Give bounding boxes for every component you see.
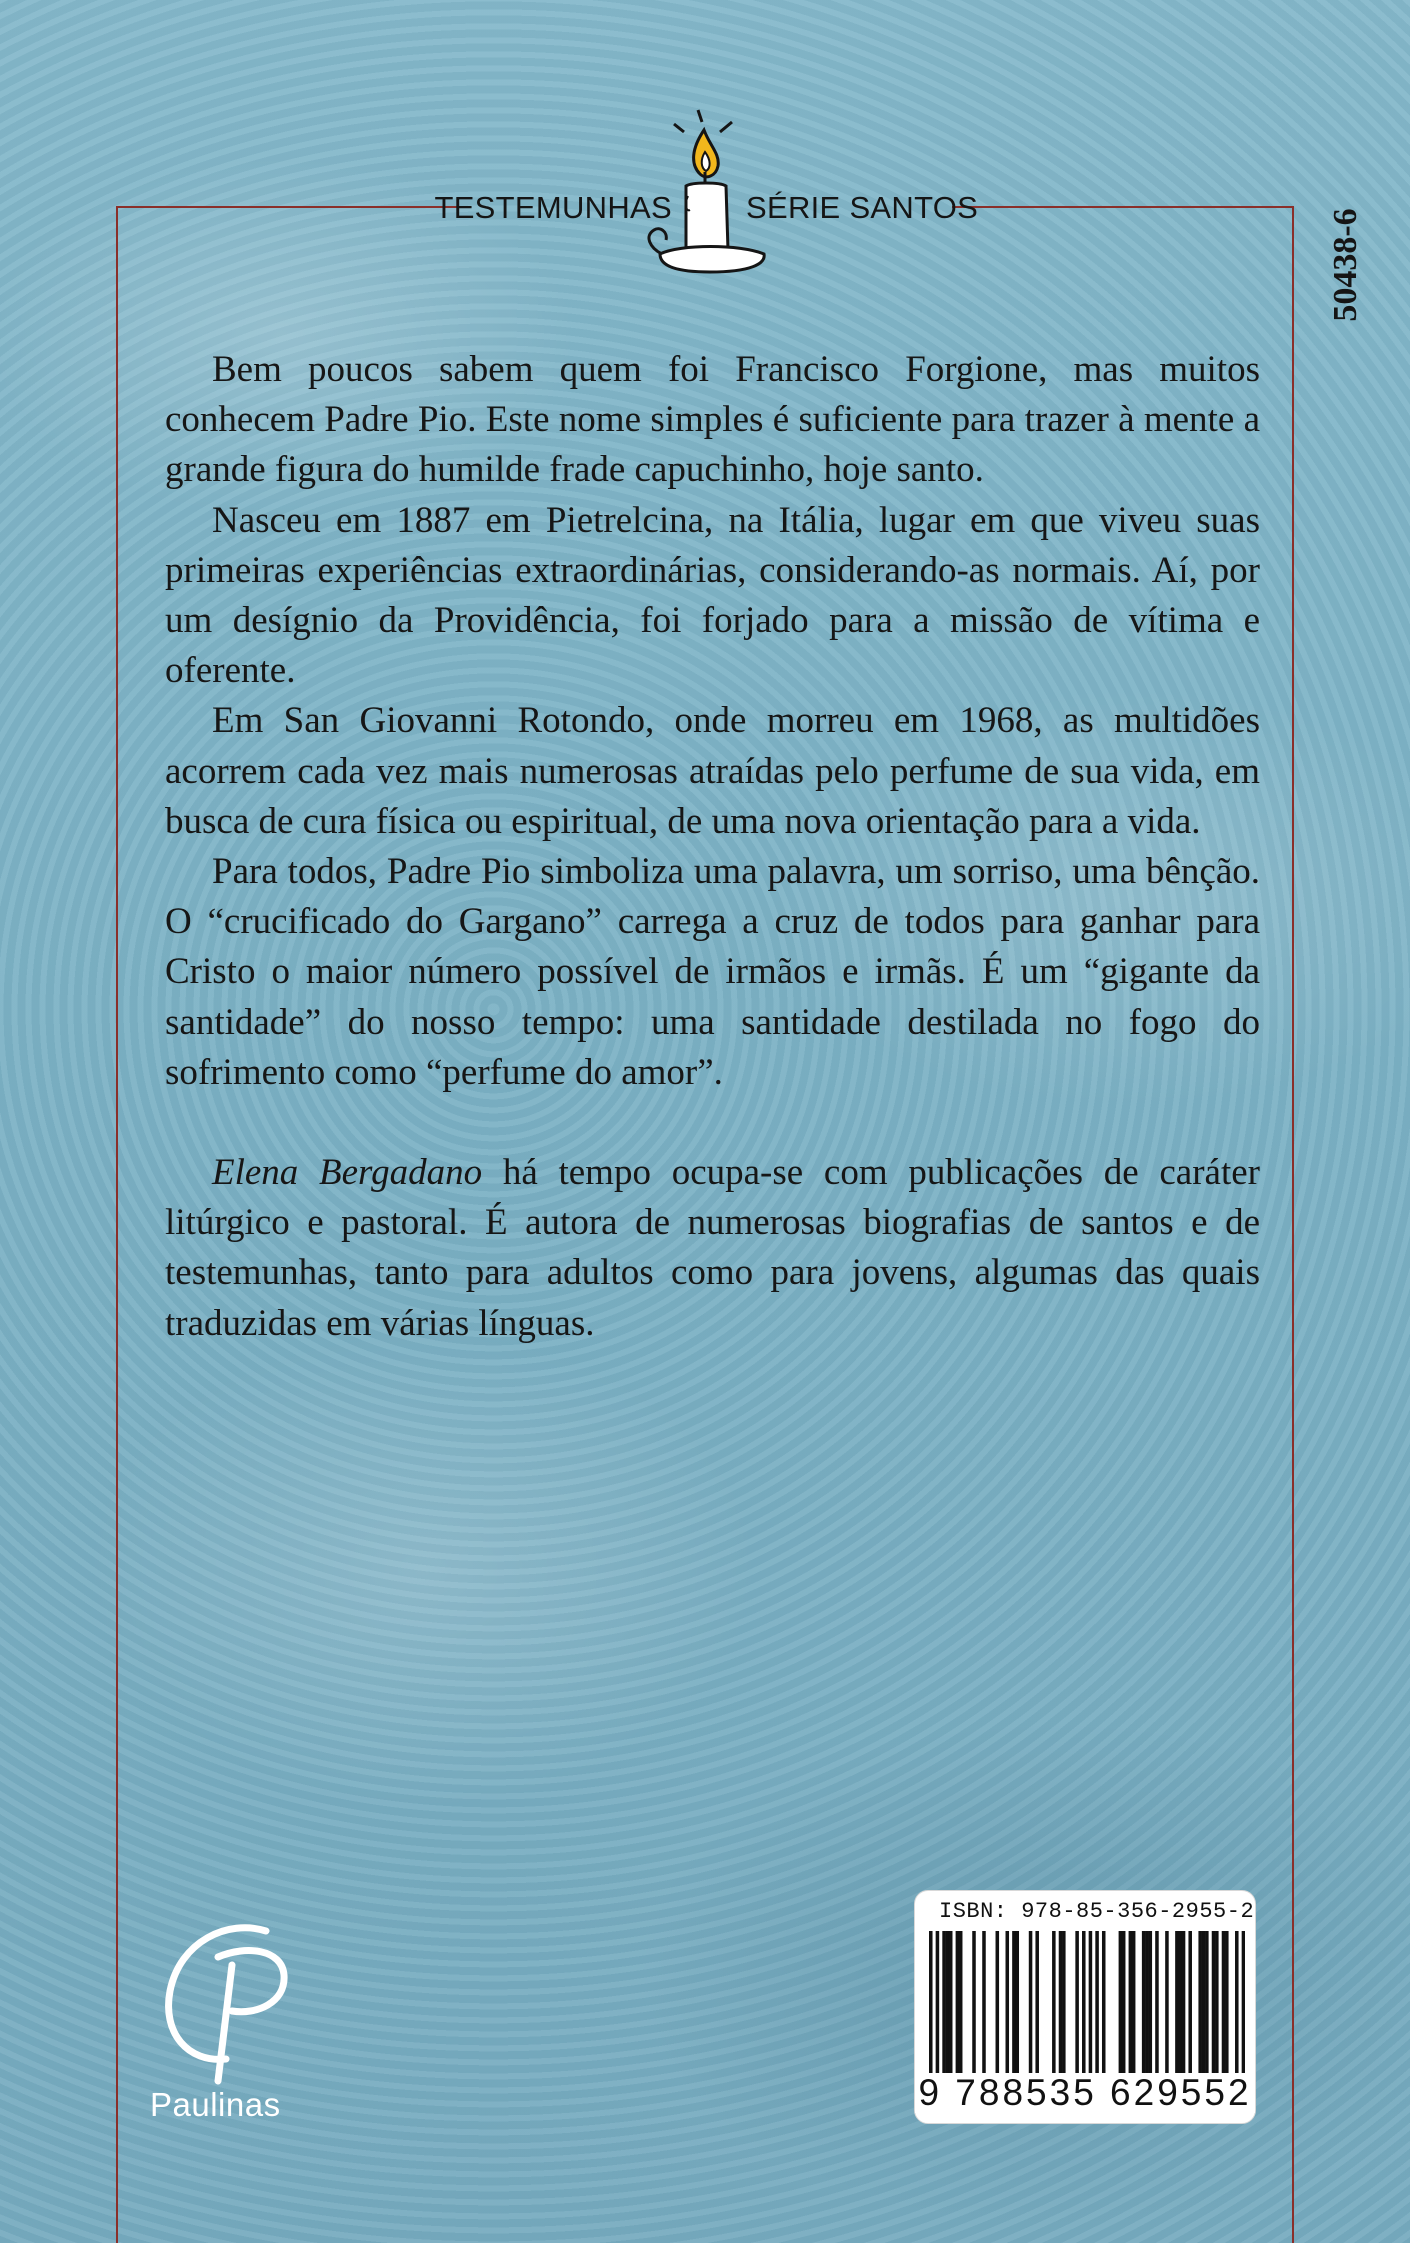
- paragraph-3: Em San Giovanni Rotondo, onde morreu em 1968, as multidões acorrem cada vez mais numerosas atraídas pelo perfume de sua vida, em busca de cura física ou espiritual, de uma nova orientação para a vida.: [165, 700, 1260, 842]
- barcode-bar: [1142, 1931, 1146, 2091]
- frame-right-line: [1292, 206, 1294, 2243]
- barcode-digits: 9 788535 629552: [915, 2073, 1255, 2113]
- barcode-bar: [1175, 1931, 1179, 2091]
- barcode-bar: [1215, 1931, 1219, 2091]
- author-bio-text: há tempo ocupa-se com publicações de caráter litúrgico e pastoral. É autora de numerosas biografias de santos e de testemunhas, tanto para adultos como para jovens, algumas das quais traduzidas em várias línguas.: [165, 1152, 1260, 1344]
- barcode-bar: [1155, 1931, 1159, 2091]
- barcode-bar: [959, 1931, 963, 2091]
- barcode-bar: [1212, 1931, 1216, 2091]
- barcode-bar: [996, 1931, 1000, 2091]
- spine-code: 50438-6: [1327, 208, 1364, 322]
- barcode-bar: [1119, 1931, 1123, 2091]
- barcode-bar: [982, 1931, 986, 2091]
- barcode-bar: [1178, 1931, 1182, 2091]
- barcode-bar: [1202, 1931, 1206, 2091]
- barcode-bar: [1182, 1931, 1186, 2091]
- barcode-bar: [956, 1931, 960, 2091]
- barcode-bar: [942, 1931, 946, 2091]
- paragraph-1: Bem poucos sabem quem foi Francisco Forgione, mas muitos conhecem Padre Pio. Este nome simples é suficiente para trazer à mente a grande figura do humilde frade capuchinho, hoje santo.: [165, 349, 1260, 491]
- barcode-bar: [1188, 1931, 1192, 2091]
- candle-icon: [640, 108, 780, 288]
- barcode-bar: [1029, 1931, 1033, 2091]
- barcode-bar: [1129, 1931, 1133, 2091]
- barcode: [929, 1931, 1245, 2091]
- barcode-bar: [1132, 1931, 1136, 2091]
- barcode-bar: [1012, 1931, 1016, 2091]
- series-label-right: SÉRIE SANTOS: [746, 190, 979, 225]
- barcode-bar: [1095, 1931, 1099, 2091]
- publisher-name: Paulinas: [150, 2086, 281, 2123]
- barcode-bar: [936, 1931, 940, 2091]
- frame-top-right-line: [952, 206, 1294, 208]
- barcode-bar: [929, 1931, 933, 2091]
- barcode-bar: [1052, 1931, 1056, 2091]
- barcode-bar: [1082, 1931, 1086, 2091]
- barcode-bar: [1225, 1931, 1229, 2091]
- paragraph-4: Para todos, Padre Pio simboliza uma palavra, um sorriso, uma bênção. O “crucificado do Gargano” carrega a cruz de todos para ganhar para Cristo o maior número possível de irmãos e irmãs. É um “gigante da santidade” do nosso tempo: uma santidade destilada no fogo do sofrimento como “perfume do amor”.: [165, 851, 1260, 1093]
- barcode-bar: [1062, 1931, 1066, 2091]
- paulinas-logo-icon: [148, 1905, 318, 2105]
- barcode-bar: [1102, 1931, 1106, 2091]
- barcode-bar: [1035, 1931, 1039, 2091]
- series-label-left: TESTEMUNHAS: [434, 190, 672, 225]
- barcode-bar: [1145, 1931, 1149, 2091]
- paragraph-2: Nasceu em 1887 em Pietrelcina, na Itália, lugar em que viveu suas primeiras experiências extraordinárias, considerando-as normais. Aí, por um desígnio da Providência, foi forjado para a missão de vítima e oferente.: [165, 499, 1260, 692]
- barcode-bar: [972, 1931, 976, 2091]
- barcode-bar: [1089, 1931, 1093, 2091]
- barcode-bar: [1242, 1931, 1245, 2091]
- frame-top-left-line: [116, 206, 458, 208]
- barcode-bar: [949, 1931, 953, 2091]
- isbn-label: ISBN: 978-85-356-2955-2: [939, 1899, 1255, 1924]
- synopsis-text: [165, 345, 1260, 1349]
- barcode-bar: [946, 1931, 950, 2091]
- barcode-bar: [1222, 1931, 1226, 2091]
- barcode-bar: [1075, 1931, 1079, 2091]
- barcode-bar: [1122, 1931, 1126, 2091]
- barcode-bar: [1006, 1931, 1010, 2091]
- author-name: Elena Bergadano: [212, 1152, 483, 1194]
- frame-left-line: [116, 206, 118, 2243]
- barcode-panel: [914, 1890, 1256, 2124]
- barcode-bar: [1165, 1931, 1169, 2091]
- barcode-bar: [1235, 1931, 1239, 2091]
- barcode-bar: [1198, 1931, 1202, 2091]
- author-bio: [165, 1148, 1260, 1349]
- barcode-bar: [1059, 1931, 1063, 2091]
- barcode-bar: [1149, 1931, 1153, 2091]
- barcode-bar: [1015, 1931, 1019, 2091]
- barcode-bar: [1205, 1931, 1209, 2091]
